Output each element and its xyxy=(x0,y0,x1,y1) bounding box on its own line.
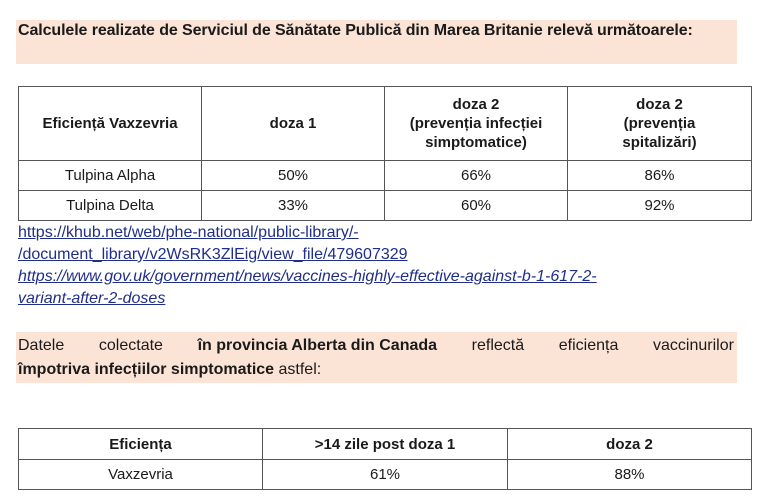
table-row xyxy=(19,460,752,490)
canada-intro-line1: Datele colectate în provincia Alberta din Canada reflectă eficiența vaccinurilor xyxy=(18,334,734,358)
table-row xyxy=(19,191,752,221)
canada-region-emphasis: în provincia Alberta din Canada xyxy=(197,337,438,354)
uk-intro-box xyxy=(16,20,737,64)
header-cell-dose2-symptomatic: doza 2 (prevenția infecției simptomatice) xyxy=(385,87,568,161)
cell-dose2-hospitalization: 92% xyxy=(568,191,752,221)
cell-dose2: 88% xyxy=(508,460,752,490)
link-gov-uk[interactable]: https://www.gov.uk/government/news/vaccines-highly-effective-against-b-1-617-2- variant-after-2-doses xyxy=(18,268,597,307)
table-header-row xyxy=(19,87,752,161)
header-cell-efficacy: Eficiență Vaxzevria xyxy=(19,87,202,161)
table-header-row xyxy=(19,429,752,460)
link-khub[interactable]: https://khub.net/web/phe-national/public-library/- /document_library/v2WsRK3ZlEig/view_file/479607329 xyxy=(18,224,408,263)
header-cell-after-dose1: >14 zile post doza 1 xyxy=(263,429,508,460)
cell-vaccine: Vaxzevria xyxy=(19,460,263,490)
canada-efficacy-table xyxy=(18,428,752,490)
canada-intro-box xyxy=(16,332,737,383)
header-cell-dose2-hospitalization: doza 2 (prevenția spitalizări) xyxy=(568,87,752,161)
cell-after-dose1: 61% xyxy=(263,460,508,490)
uk-intro-text: Calculele realizate de Serviciul de Sănătate Publică din Marea Britanie relevă următoarele: xyxy=(18,22,693,39)
header-cell-dose1: doza 1 xyxy=(202,87,385,161)
source-links xyxy=(18,222,597,310)
table-row xyxy=(19,161,752,191)
cell-dose2-hospitalization: 86% xyxy=(568,161,752,191)
header-cell-efficacy: Eficiența xyxy=(19,429,263,460)
header-cell-dose2: doza 2 xyxy=(508,429,752,460)
cell-dose1: 50% xyxy=(202,161,385,191)
uk-efficacy-table xyxy=(18,86,752,221)
cell-dose2-symptomatic: 60% xyxy=(385,191,568,221)
cell-strain: Tulpina Alpha xyxy=(19,161,202,191)
cell-dose1: 33% xyxy=(202,191,385,221)
canada-intro-line2: împotriva infecțiilor simptomatice astfel: xyxy=(18,361,322,378)
canada-intro-text xyxy=(18,334,735,382)
cell-strain: Tulpina Delta xyxy=(19,191,202,221)
cell-dose2-symptomatic: 66% xyxy=(385,161,568,191)
symptomatic-emphasis: împotriva infecțiilor simptomatice xyxy=(18,361,275,378)
